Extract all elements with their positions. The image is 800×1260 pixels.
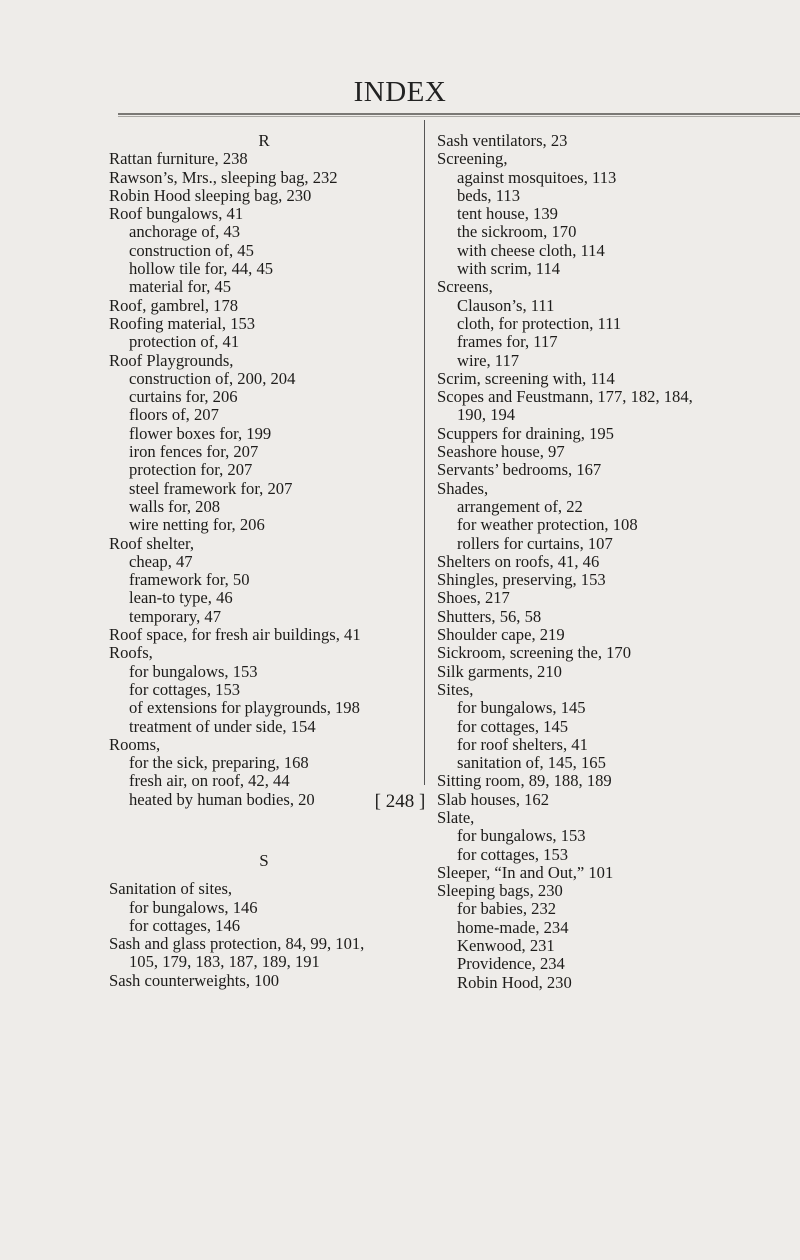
index-subentry: Kenwood, 231 (457, 936, 555, 956)
index-subentry: lean-to type, 46 (129, 588, 233, 608)
index-subentry: frames for, 117 (457, 332, 558, 352)
index-subentry: of extensions for playgrounds, 198 (129, 698, 360, 718)
index-subentry: Robin Hood, 230 (457, 972, 572, 992)
index-entry: Roofing material, 153 (109, 313, 256, 333)
index-subentry: tent house, 139 (457, 204, 558, 224)
index-subentry: construction of, 45 (129, 240, 254, 260)
entries-s (109, 880, 419, 990)
index-subentry: steel framework for, 207 (129, 478, 293, 498)
index-subentry: for bungalows, 146 (129, 897, 258, 917)
index-subentry: walls for, 208 (129, 496, 221, 516)
index-entry: Sanitation of sites, (109, 879, 233, 899)
index-subentry: for cottages, 153 (129, 679, 241, 699)
index-entry: Roof space, for fresh air buildings, 41 (109, 625, 361, 645)
index-entry: Sickroom, screening the, 170 (437, 643, 632, 663)
index-entry: Roof bungalows, 41 (109, 204, 244, 224)
index-subentry: material for, 45 (129, 277, 232, 297)
index-entry: Sash ventilators, 23 (437, 131, 568, 150)
index-subentry: flower boxes for, 199 (129, 423, 272, 443)
index-entry: Shingles, preserving, 153 (437, 570, 606, 590)
index-subentry: home-made, 234 (457, 917, 569, 937)
index-entry: Roofs, (109, 643, 153, 663)
index-subentry: for the sick, preparing, 168 (129, 753, 309, 773)
index-subentry: hollow tile for, 44, 45 (129, 259, 274, 279)
index-subentry: curtains for, 206 (129, 387, 238, 407)
index-entry: Robin Hood sleeping bag, 230 (109, 185, 312, 205)
index-entry: Rattan furniture, 238 (109, 149, 248, 169)
index-entry: Roof shelter, (109, 533, 195, 553)
index-entry: Sash and glass protection, 84, 99, 101, (109, 934, 365, 954)
index-entry: Scopes and Feustmann, 177, 182, 184, (437, 387, 693, 407)
index-subentry: for roof shelters, 41 (457, 734, 588, 754)
index-entry: Rawson’s, Mrs., sleeping bag, 232 (109, 167, 338, 187)
index-subentry: Clauson’s, 111 (457, 295, 555, 315)
index-subentry: for cottages, 145 (457, 716, 569, 736)
section-heading-r: R (258, 131, 270, 150)
index-subentry: 105, 179, 183, 187, 189, 191 (129, 952, 320, 972)
index-subentry: 190, 194 (457, 405, 516, 425)
entries-right (437, 132, 797, 992)
index-subentry: floors of, 207 (129, 405, 219, 425)
header-rule (118, 113, 800, 115)
section-heading-s: S (259, 850, 269, 870)
index-entry: Sash counterweights, 100 (109, 970, 280, 990)
index-entry: Shades, (437, 478, 489, 498)
index-entry: Shelters on roofs, 41, 46 (437, 551, 600, 571)
index-entry: Silk garments, 210 (437, 661, 562, 681)
index-subentry: wire, 117 (457, 350, 520, 370)
index-subentry: with cheese cloth, 114 (457, 240, 605, 260)
index-entry: Shoulder cape, 219 (437, 625, 565, 645)
index-subentry: rollers for curtains, 107 (457, 533, 613, 553)
index-subentry: iron fences for, 207 (129, 442, 259, 462)
header-rule-thin (118, 116, 800, 117)
page-number: [ 248 ] (374, 791, 426, 812)
index-entry: Sitting room, 89, 188, 189 (437, 771, 612, 791)
index-subentry: wire netting for, 206 (129, 515, 265, 535)
index-entry: Shutters, 56, 58 (437, 606, 542, 626)
index-subentry: for bungalows, 153 (457, 826, 586, 846)
index-entry: Sleeper, “In and Out,” 101 (437, 862, 614, 882)
index-subentry: against mosquitoes, 113 (457, 167, 617, 187)
index-subentry: for babies, 232 (457, 899, 557, 919)
index-subentry: temporary, 47 (129, 606, 222, 626)
left-column (109, 132, 419, 990)
index-entry: Slab houses, 162 (437, 789, 550, 809)
entries-r (109, 150, 419, 809)
index-subentry: protection of, 41 (129, 332, 240, 352)
index-entry: Roof, gambrel, 178 (109, 295, 239, 315)
index-subentry: cheap, 47 (129, 551, 193, 571)
index-entry: Servants’ bedrooms, 167 (437, 460, 602, 480)
index-subentry: framework for, 50 (129, 570, 250, 590)
index-subentry: for cottages, 153 (457, 844, 569, 864)
index-subentry: sanitation of, 145, 165 (457, 753, 606, 773)
index-subentry: construction of, 200, 204 (129, 368, 296, 388)
index-subentry: Providence, 234 (457, 954, 565, 974)
index-subentry: with scrim, 114 (457, 259, 561, 279)
index-entry: Seashore house, 97 (437, 442, 565, 462)
index-subentry: for bungalows, 153 (129, 661, 258, 681)
index-entry: Sites, (437, 679, 474, 699)
index-entry: Scuppers for draining, 195 (437, 423, 614, 443)
column-divider (424, 120, 425, 785)
index-subentry: anchorage of, 43 (129, 222, 241, 242)
index-entry: Scrim, screening with, 114 (437, 368, 615, 388)
right-column (437, 132, 797, 992)
index-entry: Rooms, (109, 734, 161, 754)
index-subentry: beds, 113 (457, 185, 520, 205)
index-entry: Roof Playgrounds, (109, 350, 234, 370)
index-subentry: for bungalows, 145 (457, 698, 586, 718)
section-gap (109, 809, 419, 852)
index-subentry: fresh air, on roof, 42, 44 (129, 771, 290, 791)
index-entry: Shoes, 217 (437, 588, 510, 608)
index-entry: Screens, (437, 277, 493, 297)
index-entry: Slate, (437, 807, 475, 827)
index-entry: Screening, (437, 149, 508, 169)
index-entry: Sleeping bags, 230 (437, 881, 563, 901)
index-subentry: arrangement of, 22 (457, 496, 583, 516)
index-subentry: for weather protection, 108 (457, 515, 638, 535)
index-subentry: cloth, for protection, 111 (457, 313, 622, 333)
index-subentry: for cottages, 146 (129, 915, 241, 935)
index-subentry: treatment of under side, 154 (129, 716, 316, 736)
page-title: INDEX (353, 76, 447, 108)
index-subentry: heated by human bodies, 20 (129, 789, 315, 809)
index-subentry: protection for, 207 (129, 460, 253, 480)
index-subentry: the sickroom, 170 (457, 222, 577, 242)
